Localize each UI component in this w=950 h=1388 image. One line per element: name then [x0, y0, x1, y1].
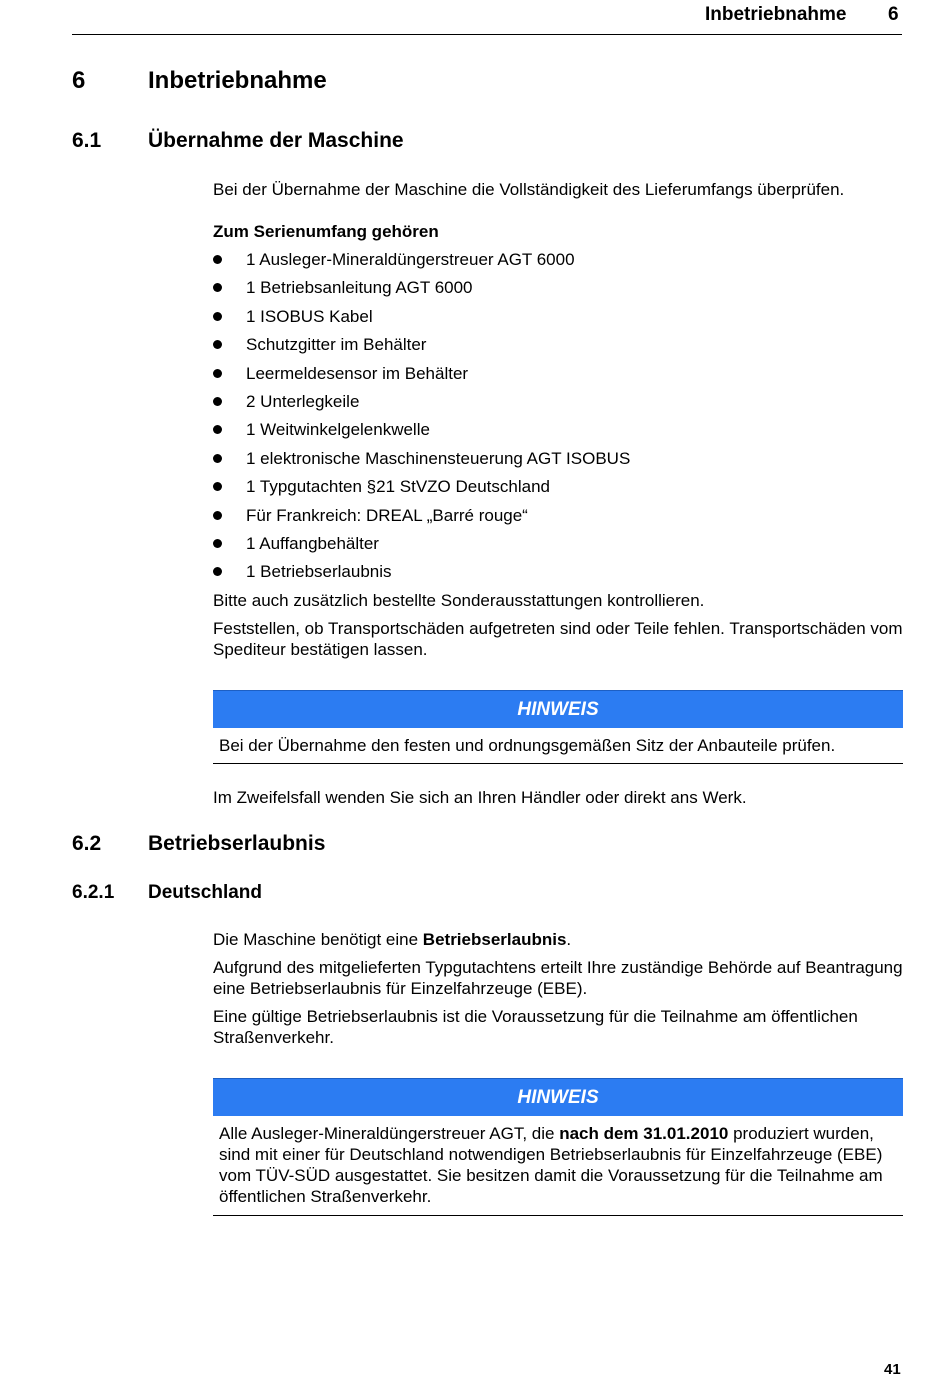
running-header-title: Inbetriebnahme	[705, 4, 847, 25]
page-number: 41	[884, 1361, 901, 1378]
running-header-chapter-number: 6	[888, 4, 899, 25]
list-item: 1 elektronische Maschinensteuerung AGT ISOBUS	[213, 448, 903, 476]
list-item: Für Frankreich: DREAL „Barré rouge“	[213, 505, 903, 533]
note-text-1: Bei der Übernahme den festen und ordnungsgemäßen Sitz der Anbauteile prüfen.	[219, 736, 836, 755]
note-box-2	[213, 1078, 903, 1216]
section-6-2-1-title: Deutschland	[148, 882, 263, 903]
extras-paragraph: Bitte auch zusätzlich bestellte Sonderausstattungen kontrollieren.	[213, 590, 705, 610]
note-rule-1	[213, 763, 903, 764]
list-item: 1 Typgutachten §21 StVZO Deutschland	[213, 476, 903, 504]
bullet-icon	[213, 511, 222, 520]
bullet-icon	[213, 312, 222, 321]
section-6-2-1-number: 6.2.1	[72, 882, 115, 903]
section-6-2-1-body	[213, 929, 903, 1048]
delivery-scope-list	[213, 249, 903, 590]
bullet-icon	[213, 255, 222, 264]
list-item: 1 Betriebsanleitung AGT 6000	[213, 277, 903, 305]
note-box-1	[213, 690, 903, 764]
list-item: 1 Auffangbehälter	[213, 533, 903, 561]
bullet-icon	[213, 397, 222, 406]
permit-paragraph: Die Maschine benötigt eine Betriebserlaubnis.	[213, 930, 572, 949]
transport-damage-paragraph: Feststellen, ob Transportschäden aufgetreten sind oder Teile fehlen. Transportschäden vom Spediteur bestätigen lassen.	[213, 618, 903, 659]
note-rule-2	[213, 1215, 903, 1216]
chapter-title: Inbetriebnahme	[148, 67, 327, 94]
section-6-1-title: Übernahme der Maschine	[148, 129, 404, 152]
list-item: Leermeldesensor im Behälter	[213, 363, 903, 391]
list-item: 2 Unterlegkeile	[213, 391, 903, 419]
list-item: Schutzgitter im Behälter	[213, 334, 903, 362]
bullet-icon	[213, 340, 222, 349]
note-header-2: HINWEIS	[213, 1078, 903, 1116]
list-item: 1 ISOBUS Kabel	[213, 306, 903, 334]
section-6-1-number: 6.1	[72, 129, 102, 152]
type-certificate-paragraph: Aufgrund des mitgelieferten Typgutachtens erteilt Ihre zuständige Behörde auf Beantragung eine Betriebserlaubnis für Einzelfahrzeuge (EBE).	[213, 958, 903, 998]
list-heading: Zum Serienumfang gehören	[213, 222, 439, 241]
bullet-icon	[213, 454, 222, 463]
bullet-icon	[213, 283, 222, 292]
chapter-number: 6	[72, 67, 86, 94]
note-text-2: Alle Ausleger-Mineraldüngerstreuer AGT, die nach dem 31.01.2010 produziert wurden, sind mit einer für Deutschland notwendigen Betriebserlaubnis für Einzelfahrzeuge (EBE) vom TÜV-SÜD ausgestattet. Sie besitzen damit die Voraussetzung für die Teilnahme am öffentlichen Straßenverkehr.	[219, 1124, 883, 1206]
section-6-1-body	[213, 179, 903, 660]
bullet-icon	[213, 369, 222, 378]
list-item: 1 Betriebserlaubnis	[213, 561, 903, 589]
bullet-icon	[213, 567, 222, 576]
list-item: 1 Weitwinkelgelenkwelle	[213, 419, 903, 447]
intro-paragraph: Bei der Übernahme der Maschine die Vollständigkeit des Lieferumfangs überprüfen.	[213, 180, 845, 199]
list-item: 1 Ausleger-Mineraldüngerstreuer AGT 6000	[213, 249, 903, 277]
bullet-icon	[213, 425, 222, 434]
note-header-1: HINWEIS	[213, 690, 903, 728]
section-6-2-number: 6.2	[72, 832, 102, 855]
after-note-paragraph: Im Zweifelsfall wenden Sie sich an Ihren Händler oder direkt ans Werk.	[213, 788, 747, 807]
bullet-icon	[213, 482, 222, 491]
header-divider	[72, 34, 902, 35]
section-6-2-title: Betriebserlaubnis	[148, 832, 326, 855]
bullet-icon	[213, 539, 222, 548]
traffic-paragraph: Eine gültige Betriebserlaubnis ist die Voraussetzung für die Teilnahme am öffentlichen Straßenverkehr.	[213, 1007, 858, 1047]
